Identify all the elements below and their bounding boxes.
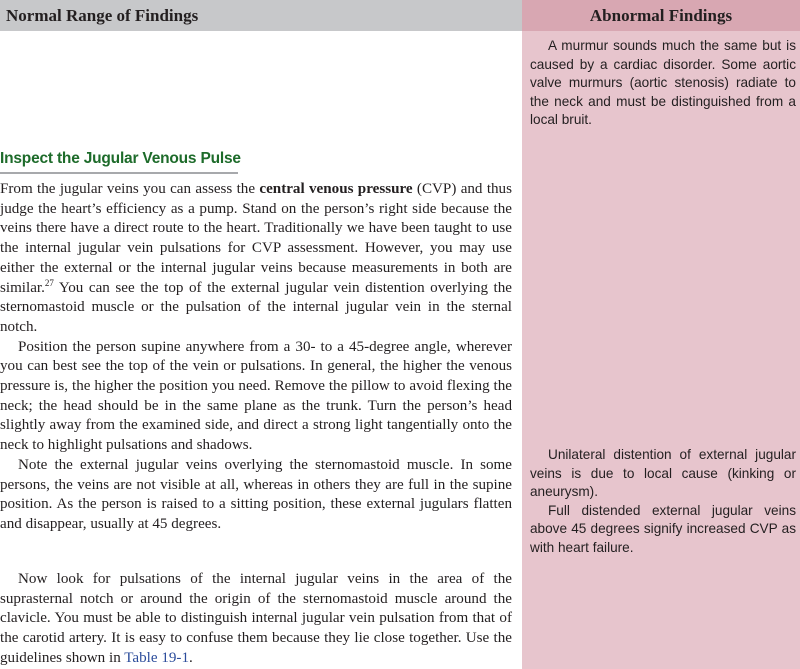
paragraph-cvp <box>0 180 512 338</box>
abnormal-unilateral-text: Unilateral distention of external jugular veins is due to local cause (kinking or aneurysm). <box>530 447 796 499</box>
section-heading: Inspect the Jugular Venous Pulse <box>0 150 241 167</box>
paragraph-positioning: Position the person supine anywhere from a 30- to a 45-degree angle, wherever you can best see the top of the vein or pulsations. In general, the higher the venous pressure is, the higher the position you need. Remove the pillow to avoid flexing the neck; the head should be in the same plane as the trunk. Turn the person’s head slightly away from the examined side, and direct a strong light tangentially onto the neck to highlight pulsations and shadows. <box>0 338 512 454</box>
abnormal-full-distended-text: Full distended external jugular veins above 45 degrees signify increased CVP as with heart failure. <box>530 502 796 555</box>
cvp-term: central venous pressure <box>259 181 413 197</box>
table-link[interactable]: Table 19-1 <box>124 649 189 666</box>
paragraph-external-jugular: Note the external jugular veins overlying the sternomastoid muscle. In some persons, the veins are not visible at all, whereas in others they are full in the supine position. As the person is raised to a sitting position, these external jugulars flatten and disappear, usually at 45 degrees. <box>0 456 512 532</box>
p4-text-b: . <box>189 649 193 666</box>
normal-findings-header: Normal Range of Findings <box>0 0 522 31</box>
p1-text-b: (CVP) and thus judge the heart’s efficiency as a pump. Stand on the person’s right side because the veins there have a direct route to the heart. Traditionally we have been taught to use the internal jugular vein pulsations for CVP assessment. However, you may use either the external or the internal jugular veins because measurements in both are similar. <box>0 181 512 296</box>
p1-text-c: You can see the top of the external jugular vein distention overlying the sternomastoid muscle or the pulsation of the internal jugular vein in the sternal notch. <box>0 279 512 335</box>
p1-text-a: From the jugular veins you can assess the <box>0 181 260 197</box>
abnormal-findings-header: Abnormal Findings <box>522 0 800 31</box>
reference-superscript: 27 <box>44 277 54 288</box>
p4-text-a: Now look for pulsations of the internal jugular veins in the area of the suprasternal notch or around the origin of the sternomastoid muscle around the clavicle. You must be able to distinguish internal jugular vein pulsation from that of the carotid artery. It is easy to confuse them because they lie close together. Use the guidelines shown in <box>0 571 512 666</box>
internal-jugular-body-text <box>0 570 512 669</box>
abnormal-jugular-notes <box>530 446 796 557</box>
abnormal-murmur-text: A murmur sounds much the same but is caused by a cardiac disorder. Some aortic valve murmurs (aortic stenosis) radiate to the neck and must be distinguished from a local bruit. <box>530 38 796 127</box>
jugular-body-text <box>0 180 512 535</box>
heading-divider <box>0 172 238 174</box>
abnormal-murmur-note <box>530 37 796 130</box>
paragraph-internal-jugular <box>0 570 512 669</box>
